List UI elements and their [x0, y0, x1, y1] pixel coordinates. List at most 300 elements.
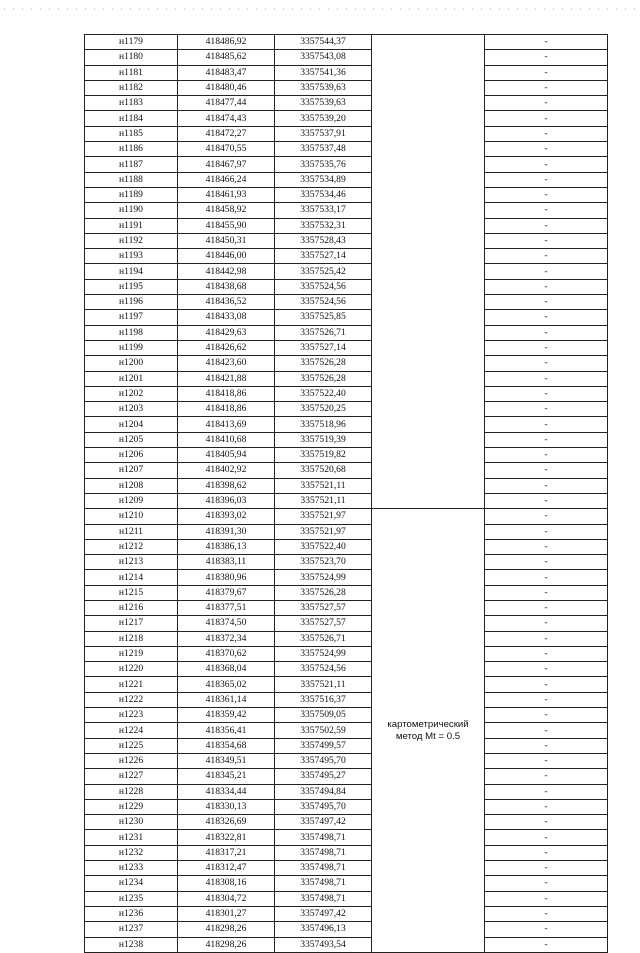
point-name-cell: н1190: [85, 203, 178, 218]
point-name-cell: н1186: [85, 142, 178, 157]
accuracy-dash-cell: -: [485, 922, 608, 937]
x-coordinate-cell: 418436,52: [178, 295, 275, 310]
x-coordinate-cell: 418359,42: [178, 708, 275, 723]
accuracy-dash-cell: -: [485, 264, 608, 279]
y-coordinate-cell: 3357533,17: [275, 203, 372, 218]
table-row: [85, 539, 608, 554]
table-row: [85, 295, 608, 310]
table-row: [85, 555, 608, 570]
accuracy-dash-cell: -: [485, 524, 608, 539]
x-coordinate-cell: 418370,62: [178, 646, 275, 661]
y-coordinate-cell: 3357527,14: [275, 249, 372, 264]
y-coordinate-cell: 3357502,59: [275, 723, 372, 738]
point-name-cell: н1224: [85, 723, 178, 738]
x-coordinate-cell: 418402,92: [178, 463, 275, 478]
x-coordinate-cell: 418386,13: [178, 539, 275, 554]
y-coordinate-cell: 3357526,71: [275, 325, 372, 340]
accuracy-dash-cell: -: [485, 753, 608, 768]
point-name-cell: н1227: [85, 769, 178, 784]
y-coordinate-cell: 3357521,11: [275, 493, 372, 508]
accuracy-dash-cell: -: [485, 65, 608, 80]
table-row: [85, 876, 608, 891]
y-coordinate-cell: 3357525,42: [275, 264, 372, 279]
point-name-cell: н1193: [85, 249, 178, 264]
table-row: [85, 448, 608, 463]
point-name-cell: н1197: [85, 310, 178, 325]
y-coordinate-cell: 3357524,99: [275, 646, 372, 661]
point-name-cell: н1225: [85, 738, 178, 753]
point-name-cell: н1181: [85, 65, 178, 80]
y-coordinate-cell: 3357498,71: [275, 845, 372, 860]
point-name-cell: н1194: [85, 264, 178, 279]
y-coordinate-cell: 3357497,42: [275, 815, 372, 830]
point-name-cell: н1229: [85, 799, 178, 814]
point-name-cell: н1204: [85, 417, 178, 432]
point-name-cell: н1203: [85, 402, 178, 417]
table-row: [85, 891, 608, 906]
point-name-cell: н1217: [85, 616, 178, 631]
accuracy-dash-cell: -: [485, 111, 608, 126]
y-coordinate-cell: 3357509,05: [275, 708, 372, 723]
accuracy-dash-cell: -: [485, 600, 608, 615]
point-name-cell: н1215: [85, 585, 178, 600]
point-name-cell: н1195: [85, 279, 178, 294]
accuracy-dash-cell: -: [485, 616, 608, 631]
x-coordinate-cell: 418391,30: [178, 524, 275, 539]
x-coordinate-cell: 418317,21: [178, 845, 275, 860]
point-name-cell: н1238: [85, 937, 178, 952]
x-coordinate-cell: 418393,02: [178, 509, 275, 524]
table-row: [85, 906, 608, 921]
x-coordinate-cell: 418442,98: [178, 264, 275, 279]
point-name-cell: н1230: [85, 815, 178, 830]
x-coordinate-cell: 418413,69: [178, 417, 275, 432]
y-coordinate-cell: 3357541,36: [275, 65, 372, 80]
accuracy-dash-cell: -: [485, 432, 608, 447]
table-row: [85, 677, 608, 692]
y-coordinate-cell: 3357528,43: [275, 233, 372, 248]
point-name-cell: н1196: [85, 295, 178, 310]
x-coordinate-cell: 418396,03: [178, 493, 275, 508]
y-coordinate-cell: 3357518,96: [275, 417, 372, 432]
table-row: [85, 493, 608, 508]
accuracy-dash-cell: -: [485, 662, 608, 677]
x-coordinate-cell: 418380,96: [178, 570, 275, 585]
point-name-cell: н1206: [85, 448, 178, 463]
accuracy-dash-cell: -: [485, 325, 608, 340]
y-coordinate-cell: 3357495,27: [275, 769, 372, 784]
point-name-cell: н1220: [85, 662, 178, 677]
table-row: [85, 723, 608, 738]
accuracy-dash-cell: -: [485, 371, 608, 386]
accuracy-dash-cell: -: [485, 295, 608, 310]
x-coordinate-cell: 418433,08: [178, 310, 275, 325]
x-coordinate-cell: 418379,67: [178, 585, 275, 600]
scan-artifact-dots: [0, 8, 640, 10]
accuracy-dash-cell: -: [485, 585, 608, 600]
y-coordinate-cell: 3357522,40: [275, 386, 372, 401]
y-coordinate-cell: 3357527,57: [275, 616, 372, 631]
table-row: [85, 35, 608, 50]
x-coordinate-cell: 418304,72: [178, 891, 275, 906]
x-coordinate-cell: 418466,24: [178, 172, 275, 187]
accuracy-dash-cell: -: [485, 906, 608, 921]
point-name-cell: н1191: [85, 218, 178, 233]
x-coordinate-cell: 418455,90: [178, 218, 275, 233]
table-row: [85, 402, 608, 417]
accuracy-dash-cell: -: [485, 539, 608, 554]
accuracy-dash-cell: -: [485, 249, 608, 264]
point-name-cell: н1201: [85, 371, 178, 386]
table-row: [85, 325, 608, 340]
point-name-cell: н1218: [85, 631, 178, 646]
accuracy-dash-cell: -: [485, 646, 608, 661]
table-row: [85, 126, 608, 141]
accuracy-dash-cell: -: [485, 126, 608, 141]
x-coordinate-cell: 418438,68: [178, 279, 275, 294]
x-coordinate-cell: 418480,46: [178, 80, 275, 95]
accuracy-dash-cell: -: [485, 203, 608, 218]
point-name-cell: н1216: [85, 600, 178, 615]
table-row: [85, 279, 608, 294]
x-coordinate-cell: 418326,69: [178, 815, 275, 830]
table-row: [85, 80, 608, 95]
x-coordinate-cell: 418372,34: [178, 631, 275, 646]
y-coordinate-cell: 3357535,76: [275, 157, 372, 172]
x-coordinate-cell: 418470,55: [178, 142, 275, 157]
x-coordinate-cell: 418446,00: [178, 249, 275, 264]
x-coordinate-cell: 418354,68: [178, 738, 275, 753]
point-name-cell: н1199: [85, 340, 178, 355]
x-coordinate-cell: 418365,02: [178, 677, 275, 692]
table-row: [85, 753, 608, 768]
table-row: [85, 799, 608, 814]
x-coordinate-cell: 418423,60: [178, 356, 275, 371]
x-coordinate-cell: 418429,63: [178, 325, 275, 340]
table-row: [85, 524, 608, 539]
point-name-cell: н1233: [85, 861, 178, 876]
table-row: [85, 264, 608, 279]
x-coordinate-cell: 418472,27: [178, 126, 275, 141]
method-label-line1: картометрический: [387, 718, 469, 730]
y-coordinate-cell: 3357524,56: [275, 662, 372, 677]
y-coordinate-cell: 3357498,71: [275, 876, 372, 891]
y-coordinate-cell: 3357495,70: [275, 753, 372, 768]
x-coordinate-cell: 418450,31: [178, 233, 275, 248]
point-name-cell: н1222: [85, 692, 178, 707]
point-name-cell: н1232: [85, 845, 178, 860]
y-coordinate-cell: 3357526,28: [275, 356, 372, 371]
point-name-cell: н1192: [85, 233, 178, 248]
table-row: [85, 570, 608, 585]
accuracy-dash-cell: -: [485, 80, 608, 95]
accuracy-dash-cell: -: [485, 310, 608, 325]
x-coordinate-cell: 418374,50: [178, 616, 275, 631]
table-row: [85, 922, 608, 937]
accuracy-dash-cell: -: [485, 769, 608, 784]
table-row: [85, 478, 608, 493]
x-coordinate-cell: 418301,27: [178, 906, 275, 921]
x-coordinate-cell: 418356,41: [178, 723, 275, 738]
accuracy-dash-cell: -: [485, 417, 608, 432]
x-coordinate-cell: 418461,93: [178, 187, 275, 202]
accuracy-dash-cell: -: [485, 784, 608, 799]
point-name-cell: н1184: [85, 111, 178, 126]
y-coordinate-cell: 3357495,70: [275, 799, 372, 814]
point-name-cell: н1219: [85, 646, 178, 661]
point-name-cell: н1182: [85, 80, 178, 95]
table-row: [85, 815, 608, 830]
x-coordinate-cell: 418361,14: [178, 692, 275, 707]
accuracy-dash-cell: -: [485, 157, 608, 172]
accuracy-dash-cell: -: [485, 891, 608, 906]
y-coordinate-cell: 3357519,82: [275, 448, 372, 463]
x-coordinate-cell: 418421,88: [178, 371, 275, 386]
table-row: [85, 142, 608, 157]
table-row: [85, 463, 608, 478]
point-name-cell: н1237: [85, 922, 178, 937]
y-coordinate-cell: 3357524,99: [275, 570, 372, 585]
accuracy-dash-cell: -: [485, 187, 608, 202]
table-row: [85, 203, 608, 218]
point-name-cell: н1210: [85, 509, 178, 524]
y-coordinate-cell: 3357498,71: [275, 891, 372, 906]
accuracy-dash-cell: -: [485, 861, 608, 876]
table-row: [85, 172, 608, 187]
y-coordinate-cell: 3357520,25: [275, 402, 372, 417]
y-coordinate-cell: 3357519,39: [275, 432, 372, 447]
table-row: [85, 830, 608, 845]
point-name-cell: н1234: [85, 876, 178, 891]
table-row: [85, 50, 608, 65]
table-row: [85, 845, 608, 860]
accuracy-dash-cell: -: [485, 478, 608, 493]
accuracy-dash-cell: -: [485, 692, 608, 707]
table-row: [85, 631, 608, 646]
point-name-cell: н1226: [85, 753, 178, 768]
x-coordinate-cell: 418383,11: [178, 555, 275, 570]
point-name-cell: н1189: [85, 187, 178, 202]
x-coordinate-cell: 418308,16: [178, 876, 275, 891]
accuracy-dash-cell: -: [485, 356, 608, 371]
y-coordinate-cell: 3357498,71: [275, 830, 372, 845]
table-row: [85, 937, 608, 952]
point-name-cell: н1231: [85, 830, 178, 845]
point-name-cell: н1200: [85, 356, 178, 371]
coordinates-table: [84, 34, 608, 953]
y-coordinate-cell: 3357534,89: [275, 172, 372, 187]
table-row: [85, 65, 608, 80]
x-coordinate-cell: 418410,68: [178, 432, 275, 447]
x-coordinate-cell: 418418,86: [178, 402, 275, 417]
y-coordinate-cell: 3357497,42: [275, 906, 372, 921]
accuracy-dash-cell: -: [485, 463, 608, 478]
point-name-cell: н1228: [85, 784, 178, 799]
table-row: [85, 249, 608, 264]
table-row: [85, 233, 608, 248]
y-coordinate-cell: 3357521,11: [275, 677, 372, 692]
y-coordinate-cell: 3357539,63: [275, 80, 372, 95]
accuracy-dash-cell: -: [485, 876, 608, 891]
y-coordinate-cell: 3357544,37: [275, 35, 372, 50]
point-name-cell: н1236: [85, 906, 178, 921]
coordinates-table-body: [85, 35, 608, 953]
accuracy-dash-cell: -: [485, 233, 608, 248]
accuracy-dash-cell: -: [485, 172, 608, 187]
x-coordinate-cell: 418483,47: [178, 65, 275, 80]
accuracy-dash-cell: -: [485, 555, 608, 570]
x-coordinate-cell: 418467,97: [178, 157, 275, 172]
y-coordinate-cell: 3357532,31: [275, 218, 372, 233]
y-coordinate-cell: 3357493,54: [275, 937, 372, 952]
point-name-cell: н1187: [85, 157, 178, 172]
table-row: [85, 157, 608, 172]
accuracy-dash-cell: -: [485, 830, 608, 845]
table-row: [85, 371, 608, 386]
y-coordinate-cell: 3357524,56: [275, 295, 372, 310]
accuracy-dash-cell: -: [485, 402, 608, 417]
point-name-cell: н1211: [85, 524, 178, 539]
table-row: [85, 432, 608, 447]
point-name-cell: н1213: [85, 555, 178, 570]
accuracy-dash-cell: -: [485, 708, 608, 723]
table-row: [85, 218, 608, 233]
accuracy-dash-cell: -: [485, 386, 608, 401]
table-row: [85, 187, 608, 202]
table-row: [85, 646, 608, 661]
table-row: [85, 585, 608, 600]
table-row: [85, 386, 608, 401]
x-coordinate-cell: 418345,21: [178, 769, 275, 784]
point-name-cell: н1202: [85, 386, 178, 401]
x-coordinate-cell: 418368,04: [178, 662, 275, 677]
y-coordinate-cell: 3357498,71: [275, 861, 372, 876]
x-coordinate-cell: 418298,26: [178, 922, 275, 937]
accuracy-dash-cell: -: [485, 570, 608, 585]
table-row: [85, 662, 608, 677]
x-coordinate-cell: 418477,44: [178, 96, 275, 111]
table-row: [85, 738, 608, 753]
point-name-cell: н1179: [85, 35, 178, 50]
table-row: [85, 861, 608, 876]
table-row: [85, 417, 608, 432]
accuracy-dash-cell: -: [485, 937, 608, 952]
table-row: [85, 769, 608, 784]
table-row: [85, 784, 608, 799]
x-coordinate-cell: 418312,47: [178, 861, 275, 876]
y-coordinate-cell: 3357534,46: [275, 187, 372, 202]
x-coordinate-cell: 418334,44: [178, 784, 275, 799]
table-row: [85, 708, 608, 723]
accuracy-dash-cell: -: [485, 677, 608, 692]
point-name-cell: н1198: [85, 325, 178, 340]
x-coordinate-cell: 418486,92: [178, 35, 275, 50]
accuracy-dash-cell: -: [485, 50, 608, 65]
accuracy-dash-cell: -: [485, 448, 608, 463]
table-row: [85, 96, 608, 111]
y-coordinate-cell: 3357496,13: [275, 922, 372, 937]
table-row: [85, 616, 608, 631]
y-coordinate-cell: 3357537,91: [275, 126, 372, 141]
y-coordinate-cell: 3357525,85: [275, 310, 372, 325]
table-row: [85, 340, 608, 355]
point-name-cell: н1209: [85, 493, 178, 508]
point-name-cell: н1180: [85, 50, 178, 65]
table-row: [85, 600, 608, 615]
y-coordinate-cell: 3357526,71: [275, 631, 372, 646]
y-coordinate-cell: 3357524,56: [275, 279, 372, 294]
point-name-cell: н1221: [85, 677, 178, 692]
y-coordinate-cell: 3357527,14: [275, 340, 372, 355]
point-name-cell: н1214: [85, 570, 178, 585]
point-name-cell: н1205: [85, 432, 178, 447]
y-coordinate-cell: 3357539,63: [275, 96, 372, 111]
y-coordinate-cell: 3357494,84: [275, 784, 372, 799]
point-name-cell: н1188: [85, 172, 178, 187]
table-row: [85, 509, 608, 524]
y-coordinate-cell: 3357522,40: [275, 539, 372, 554]
y-coordinate-cell: 3357521,97: [275, 524, 372, 539]
y-coordinate-cell: 3357526,28: [275, 371, 372, 386]
method-label-line2: метод Mt = 0.5: [395, 730, 461, 742]
x-coordinate-cell: 418349,51: [178, 753, 275, 768]
y-coordinate-cell: 3357521,97: [275, 509, 372, 524]
accuracy-dash-cell: -: [485, 35, 608, 50]
accuracy-dash-cell: -: [485, 279, 608, 294]
x-coordinate-cell: 418330,13: [178, 799, 275, 814]
accuracy-dash-cell: -: [485, 799, 608, 814]
x-coordinate-cell: 418418,86: [178, 386, 275, 401]
y-coordinate-cell: 3357539,20: [275, 111, 372, 126]
accuracy-dash-cell: -: [485, 631, 608, 646]
point-name-cell: н1185: [85, 126, 178, 141]
accuracy-dash-cell: -: [485, 723, 608, 738]
point-name-cell: н1207: [85, 463, 178, 478]
table-row: [85, 356, 608, 371]
y-coordinate-cell: 3357523,70: [275, 555, 372, 570]
y-coordinate-cell: 3357520,68: [275, 463, 372, 478]
y-coordinate-cell: 3357499,57: [275, 738, 372, 753]
table-row: [85, 310, 608, 325]
accuracy-dash-cell: -: [485, 509, 608, 524]
y-coordinate-cell: 3357527,57: [275, 600, 372, 615]
x-coordinate-cell: 418426,62: [178, 340, 275, 355]
method-cell-empty: [372, 35, 485, 509]
accuracy-dash-cell: -: [485, 738, 608, 753]
point-name-cell: н1183: [85, 96, 178, 111]
accuracy-dash-cell: -: [485, 845, 608, 860]
x-coordinate-cell: 418322,81: [178, 830, 275, 845]
y-coordinate-cell: 3357526,28: [275, 585, 372, 600]
accuracy-dash-cell: -: [485, 815, 608, 830]
method-cell: [372, 509, 485, 953]
y-coordinate-cell: 3357521,11: [275, 478, 372, 493]
x-coordinate-cell: 418298,26: [178, 937, 275, 952]
point-name-cell: н1208: [85, 478, 178, 493]
accuracy-dash-cell: -: [485, 142, 608, 157]
accuracy-dash-cell: -: [485, 96, 608, 111]
x-coordinate-cell: 418398,62: [178, 478, 275, 493]
table-row: [85, 111, 608, 126]
point-name-cell: н1235: [85, 891, 178, 906]
x-coordinate-cell: 418485,62: [178, 50, 275, 65]
accuracy-dash-cell: -: [485, 493, 608, 508]
y-coordinate-cell: 3357537,48: [275, 142, 372, 157]
y-coordinate-cell: 3357516,37: [275, 692, 372, 707]
x-coordinate-cell: 418474,43: [178, 111, 275, 126]
x-coordinate-cell: 418377,51: [178, 600, 275, 615]
point-name-cell: н1212: [85, 539, 178, 554]
